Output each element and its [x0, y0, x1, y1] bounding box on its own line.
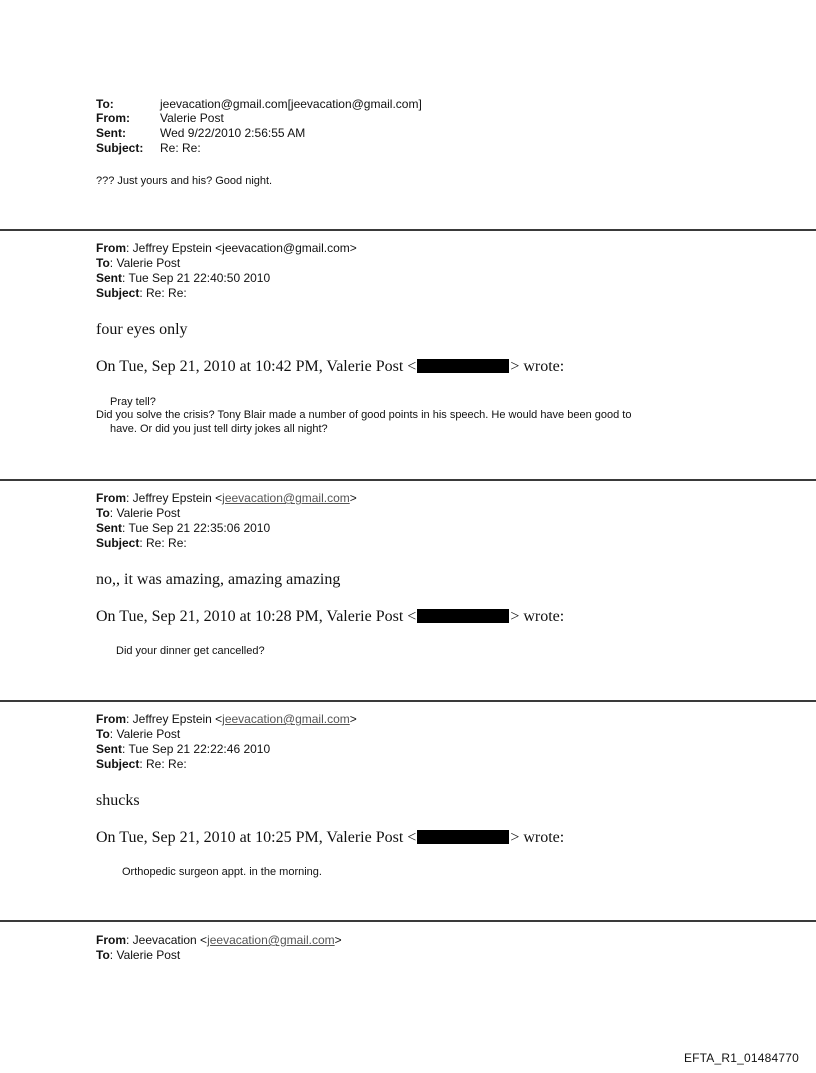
message-3-attribution: [96, 829, 564, 847]
message-1-attribution-suffix: > wrote:: [510, 358, 565, 375]
message-2-from-email-link[interactable]: jeevacation@gmail.com: [222, 491, 350, 505]
message-1-sent-value: Tue Sep 21 22:40:50 2010: [128, 271, 271, 285]
message-1-reply-text: four eyes only: [96, 321, 188, 338]
message-2-to-value: Valerie Post: [116, 506, 181, 520]
message-2-reply-text: no,, it was amazing, amazing amazing: [96, 571, 341, 588]
message-3-from-label: From: [96, 712, 126, 726]
message-3-subject-label: Subject: [96, 757, 140, 771]
message-divider: [0, 229, 816, 231]
message-1-from-line: From: Jeffrey Epstein <jeevacation@gmail.com>: [96, 241, 357, 255]
message-3-to-line: To: Valerie Post: [96, 727, 181, 741]
message-3-sent-label: Sent: [96, 742, 123, 756]
message-3-from-close: >: [349, 712, 357, 726]
redaction-box: [417, 609, 509, 623]
message-1-attribution-prefix: On Tue, Sep 21, 2010 at 10:42 PM, Valerie Post <: [96, 358, 417, 375]
message-1-quoted-line-1: Pray tell?: [110, 396, 156, 408]
message-1-subject-line: Subject: Re: Re:: [96, 286, 187, 300]
message-1-sent-label: Sent: [96, 271, 123, 285]
message-3-subject-value: Re: Re:: [146, 757, 187, 771]
message-2-from-label: From: [96, 491, 126, 505]
message-1-subject-value: Re: Re:: [146, 286, 187, 300]
redaction-box: [417, 830, 509, 844]
message-3-attribution-suffix: > wrote:: [510, 829, 565, 846]
message-1-subject-label: Subject: [96, 286, 140, 300]
header-body-text: ??? Just yours and his? Good night.: [96, 175, 273, 187]
message-1-to-label: To: [96, 256, 110, 270]
message-4-from-name: Jeevacation <: [132, 933, 208, 947]
message-2-subject-label: Subject: [96, 536, 140, 550]
header-from-row: [96, 111, 224, 125]
message-3-from-email-link[interactable]: jeevacation@gmail.com: [222, 712, 350, 726]
header-to-value: jeevacation@gmail.com[jeevacation@gmail.com]: [160, 97, 422, 111]
message-3-to-value: Valerie Post: [116, 727, 181, 741]
message-divider: [0, 479, 816, 481]
message-2-to-label: To: [96, 506, 110, 520]
message-1-to-value: Valerie Post: [116, 256, 181, 270]
header-subject-value: Re: Re:: [160, 141, 201, 155]
message-1-from-close: >: [349, 241, 357, 255]
message-1-attribution: [96, 358, 564, 376]
message-1-from-label: From: [96, 241, 126, 255]
message-3-from-line: From: Jeffrey Epstein <jeevacation@gmail.com>: [96, 712, 357, 726]
message-2-from-close: >: [349, 491, 357, 505]
message-4-to-line: To: Valerie Post: [96, 948, 181, 962]
message-1-from-name: Jeffrey Epstein <: [132, 241, 223, 255]
message-3-to-label: To: [96, 727, 110, 741]
message-2-quoted-line-1: Did your dinner get cancelled?: [116, 645, 265, 657]
message-3-sent-line: Sent: Tue Sep 21 22:22:46 2010: [96, 742, 271, 756]
message-4-from-line: From: Jeevacation <jeevacation@gmail.com>: [96, 933, 342, 947]
message-1-from-email[interactable]: jeevacation@gmail.com: [222, 241, 350, 255]
message-1-quoted-line-3: have. Or did you just tell dirty jokes all night?: [110, 423, 328, 435]
message-2-to-line: To: Valerie Post: [96, 506, 181, 520]
header-sent-value: Wed 9/22/2010 2:56:55 AM: [160, 126, 306, 140]
header-subject-label: Subject:: [96, 141, 144, 155]
message-4-from-email-link[interactable]: jeevacation@gmail.com: [207, 933, 335, 947]
message-2-attribution: [96, 608, 564, 626]
message-2-subject-value: Re: Re:: [146, 536, 187, 550]
message-2-subject-line: Subject: Re: Re:: [96, 536, 187, 550]
header-from-value: Valerie Post: [160, 111, 224, 125]
message-2-from-line: From: Jeffrey Epstein <jeevacation@gmail.com>: [96, 491, 357, 505]
message-divider: [0, 700, 816, 702]
message-4-to-label: To: [96, 948, 110, 962]
message-4-from-label: From: [96, 933, 126, 947]
message-2-sent-line: Sent: Tue Sep 21 22:35:06 2010: [96, 521, 271, 535]
header-subject-row: [96, 141, 201, 155]
message-3-subject-line: Subject: Re: Re:: [96, 757, 187, 771]
message-4-from-close: >: [334, 933, 342, 947]
message-3-reply-text: shucks: [96, 792, 140, 809]
header-to-label: To:: [96, 97, 114, 111]
document-id: EFTA_R1_01484770: [683, 1051, 799, 1065]
message-1-to-line: To: Valerie Post: [96, 256, 181, 270]
message-2-attribution-prefix: On Tue, Sep 21, 2010 at 10:28 PM, Valerie Post <: [96, 608, 417, 625]
message-3-quoted-line-1: Orthopedic surgeon appt. in the morning.: [122, 866, 322, 878]
header-sent-label: Sent:: [96, 126, 126, 140]
message-2-from-name: Jeffrey Epstein <: [132, 491, 223, 505]
header-to-row: [96, 97, 422, 111]
message-2-sent-value: Tue Sep 21 22:35:06 2010: [128, 521, 271, 535]
message-divider: [0, 920, 816, 922]
message-1-quoted-line-2: Did you solve the crisis? Tony Blair made a number of good points in his speech. He would have been good to: [96, 409, 632, 421]
header-sent-row: [96, 126, 305, 140]
message-2-sent-label: Sent: [96, 521, 123, 535]
redaction-box: [417, 359, 509, 373]
message-3-from-name: Jeffrey Epstein <: [132, 712, 223, 726]
message-3-attribution-prefix: On Tue, Sep 21, 2010 at 10:25 PM, Valerie Post <: [96, 829, 417, 846]
message-2-attribution-suffix: > wrote:: [510, 608, 565, 625]
message-1-sent-line: Sent: Tue Sep 21 22:40:50 2010: [96, 271, 271, 285]
message-4-to-value: Valerie Post: [116, 948, 181, 962]
message-3-sent-value: Tue Sep 21 22:22:46 2010: [128, 742, 271, 756]
header-from-label: From:: [96, 111, 130, 125]
